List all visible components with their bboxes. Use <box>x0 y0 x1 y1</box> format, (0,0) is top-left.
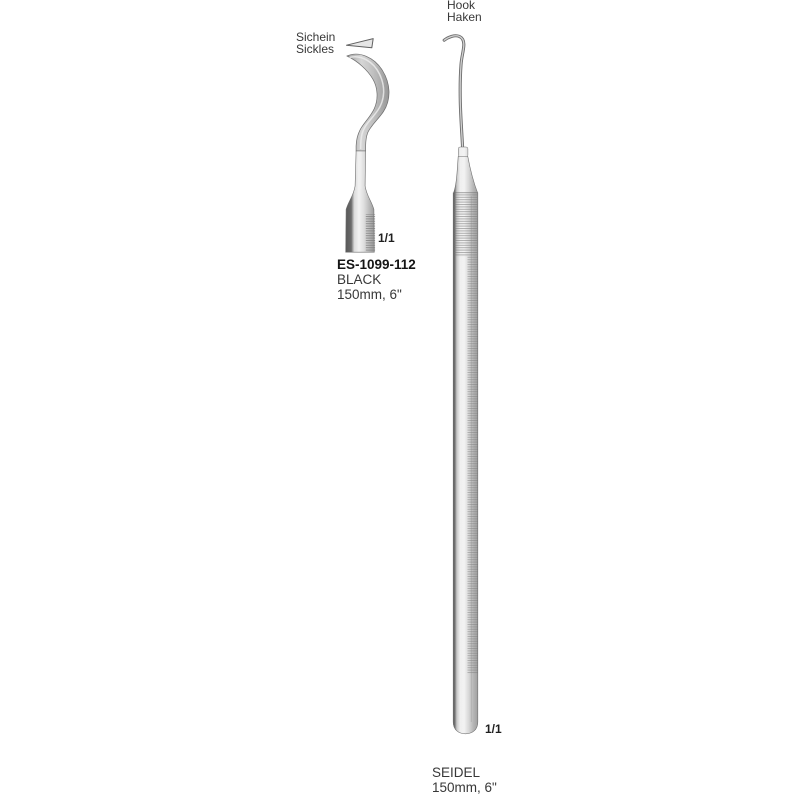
product-code-left: ES-1099-112 <box>337 257 416 272</box>
product-info-left <box>337 257 416 303</box>
probe-ferrule <box>458 147 468 157</box>
sickle-tip-cross-section <box>347 39 374 48</box>
product-info-right <box>432 765 497 795</box>
product-name-right: SEIDEL <box>432 765 481 780</box>
hook-probe-illustration <box>444 36 478 734</box>
scale-label-right: 1/1 <box>485 722 502 736</box>
hook-tip-shaft <box>444 36 464 153</box>
hook-type-label <box>447 0 482 23</box>
sickle-type-label <box>296 32 335 55</box>
scale-label-left: 1/1 <box>378 231 395 245</box>
sickle-scaler-illustration <box>346 39 389 253</box>
sickle-handle-knurling <box>366 214 375 252</box>
product-name-left: BLACK <box>337 272 382 288</box>
hook-label-line2: Haken <box>447 9 482 24</box>
probe-handle-facet-line <box>471 196 472 722</box>
probe-handle-knurling-dense <box>454 194 477 257</box>
sickle-blade <box>347 54 389 151</box>
probe-cone <box>454 157 478 193</box>
hook-label-line1: Hook <box>447 0 476 12</box>
sickle-label-line1: Sichein <box>296 30 336 44</box>
product-size-left: 150mm, 6" <box>337 287 402 303</box>
product-size-right: 150mm, 6" <box>432 780 497 796</box>
sickle-label-line2: Sickles <box>296 41 335 56</box>
probe-handle-knurling-strip <box>468 256 478 674</box>
